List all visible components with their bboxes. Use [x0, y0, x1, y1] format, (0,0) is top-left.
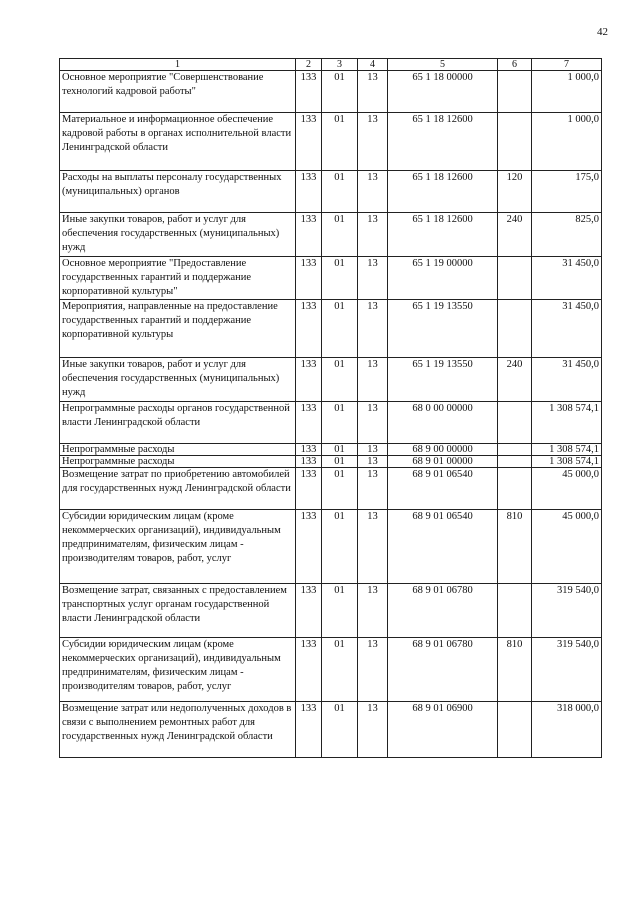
target-article-cell: 65 1 18 12600 — [388, 213, 498, 257]
page-number: 42 — [597, 26, 608, 38]
amount-cell: 1 000,0 — [532, 71, 602, 113]
target-article-cell: 65 1 19 00000 — [388, 257, 498, 300]
subsection-code-cell: 13 — [358, 444, 388, 456]
row-name-cell: Непрограммные расходы — [60, 444, 296, 456]
subsection-code-cell: 13 — [358, 402, 388, 444]
ministry-code-cell: 133 — [296, 213, 322, 257]
expense-type-cell — [498, 584, 532, 638]
section-code-cell: 01 — [322, 456, 358, 468]
amount-cell: 31 450,0 — [532, 257, 602, 300]
row-name-cell: Основное мероприятие "Предоставление государственных гарантий и поддержание корпоративной культуры" — [60, 257, 296, 300]
target-article-cell: 65 1 18 12600 — [388, 171, 498, 213]
expense-type-cell — [498, 444, 532, 456]
target-article-cell: 68 9 01 06780 — [388, 584, 498, 638]
section-code-cell: 01 — [322, 213, 358, 257]
column-header: 1 — [60, 59, 296, 71]
target-article-cell: 68 9 01 06540 — [388, 510, 498, 584]
section-code-cell: 01 — [322, 402, 358, 444]
target-article-cell: 65 1 19 13550 — [388, 358, 498, 402]
ministry-code-cell: 133 — [296, 702, 322, 758]
amount-cell: 318 000,0 — [532, 702, 602, 758]
expense-type-cell — [498, 300, 532, 358]
amount-cell: 31 450,0 — [532, 358, 602, 402]
amount-cell: 1 308 574,1 — [532, 402, 602, 444]
amount-cell: 1 000,0 — [532, 113, 602, 171]
table-row — [60, 584, 602, 638]
expense-type-cell — [498, 402, 532, 444]
row-name-cell: Расходы на выплаты персоналу государственных (муниципальных) органов — [60, 171, 296, 213]
ministry-code-cell: 133 — [296, 510, 322, 584]
expense-type-cell — [498, 702, 532, 758]
row-name-cell: Субсидии юридическим лицам (кроме некоммерческих организаций), индивидуальным предпринимателям, физическим лицам - производителям товаров, работ, услуг — [60, 638, 296, 702]
target-article-cell: 68 9 00 00000 — [388, 444, 498, 456]
column-header: 7 — [532, 59, 602, 71]
table-row — [60, 300, 602, 358]
ministry-code-cell: 133 — [296, 358, 322, 402]
section-code-cell: 01 — [322, 638, 358, 702]
amount-cell: 45 000,0 — [532, 510, 602, 584]
row-name-cell: Непрограммные расходы органов государственной власти Ленинградской области — [60, 402, 296, 444]
subsection-code-cell: 13 — [358, 171, 388, 213]
table-row — [60, 171, 602, 213]
row-name-cell: Возмещение затрат, связанных с предоставлением транспортных услуг органам государственной власти Ленинградской области — [60, 584, 296, 638]
section-code-cell: 01 — [322, 358, 358, 402]
table-row — [60, 213, 602, 257]
amount-cell: 45 000,0 — [532, 468, 602, 510]
subsection-code-cell: 13 — [358, 257, 388, 300]
column-header: 3 — [322, 59, 358, 71]
expense-type-cell — [498, 456, 532, 468]
expense-type-cell: 810 — [498, 510, 532, 584]
row-name-cell: Иные закупки товаров, работ и услуг для обеспечения государственных (муниципальных) нужд — [60, 358, 296, 402]
expense-type-cell: 240 — [498, 213, 532, 257]
table-row — [60, 510, 602, 584]
table-row — [60, 702, 602, 758]
expense-type-cell — [498, 113, 532, 171]
budget-table — [59, 58, 602, 758]
subsection-code-cell: 13 — [358, 584, 388, 638]
ministry-code-cell: 133 — [296, 113, 322, 171]
ministry-code-cell: 133 — [296, 171, 322, 213]
row-name-cell: Иные закупки товаров, работ и услуг для обеспечения государственных (муниципальных) нужд — [60, 213, 296, 257]
target-article-cell: 65 1 18 00000 — [388, 71, 498, 113]
amount-cell: 31 450,0 — [532, 300, 602, 358]
ministry-code-cell: 133 — [296, 638, 322, 702]
expense-type-cell — [498, 257, 532, 300]
amount-cell: 1 308 574,1 — [532, 444, 602, 456]
ministry-code-cell: 133 — [296, 257, 322, 300]
subsection-code-cell: 13 — [358, 113, 388, 171]
table-row — [60, 456, 602, 468]
subsection-code-cell: 13 — [358, 456, 388, 468]
row-name-cell: Возмещение затрат или недополученных доходов в связи с выполнением ремонтных работ для государственных нужд Ленинградской области — [60, 702, 296, 758]
subsection-code-cell: 13 — [358, 510, 388, 584]
section-code-cell: 01 — [322, 702, 358, 758]
subsection-code-cell: 13 — [358, 71, 388, 113]
amount-cell: 319 540,0 — [532, 638, 602, 702]
column-header: 2 — [296, 59, 322, 71]
column-header: 6 — [498, 59, 532, 71]
target-article-cell: 68 9 01 06540 — [388, 468, 498, 510]
section-code-cell: 01 — [322, 510, 358, 584]
table-row — [60, 444, 602, 456]
table-row — [60, 468, 602, 510]
amount-cell: 319 540,0 — [532, 584, 602, 638]
ministry-code-cell: 133 — [296, 300, 322, 358]
target-article-cell: 68 9 01 06780 — [388, 638, 498, 702]
column-header: 4 — [358, 59, 388, 71]
section-code-cell: 01 — [322, 113, 358, 171]
row-name-cell: Мероприятия, направленные на предоставление государственных гарантий и поддержание корпоративной культуры — [60, 300, 296, 358]
table-row — [60, 402, 602, 444]
ministry-code-cell: 133 — [296, 402, 322, 444]
row-name-cell: Материальное и информационное обеспечение кадровой работы в органах исполнительной власти Ленинградской области — [60, 113, 296, 171]
subsection-code-cell: 13 — [358, 213, 388, 257]
section-code-cell: 01 — [322, 71, 358, 113]
table-row — [60, 358, 602, 402]
expense-type-cell: 810 — [498, 638, 532, 702]
amount-cell: 825,0 — [532, 213, 602, 257]
ministry-code-cell: 133 — [296, 444, 322, 456]
section-code-cell: 01 — [322, 584, 358, 638]
ministry-code-cell: 133 — [296, 584, 322, 638]
table-header-row — [60, 59, 602, 71]
section-code-cell: 01 — [322, 300, 358, 358]
subsection-code-cell: 13 — [358, 702, 388, 758]
ministry-code-cell: 133 — [296, 456, 322, 468]
amount-cell: 175,0 — [532, 171, 602, 213]
ministry-code-cell: 133 — [296, 468, 322, 510]
table-row — [60, 638, 602, 702]
expense-type-cell — [498, 468, 532, 510]
ministry-code-cell: 133 — [296, 71, 322, 113]
section-code-cell: 01 — [322, 468, 358, 510]
table-row — [60, 71, 602, 113]
row-name-cell: Субсидии юридическим лицам (кроме некоммерческих организаций), индивидуальным предпринимателям, физическим лицам - производителям товаров, работ, услуг — [60, 510, 296, 584]
target-article-cell: 68 0 00 00000 — [388, 402, 498, 444]
target-article-cell: 65 1 18 12600 — [388, 113, 498, 171]
target-article-cell: 68 9 01 00000 — [388, 456, 498, 468]
row-name-cell: Непрограммные расходы — [60, 456, 296, 468]
subsection-code-cell: 13 — [358, 468, 388, 510]
row-name-cell: Возмещение затрат по приобретению автомобилей для государственных нужд Ленинградской области — [60, 468, 296, 510]
section-code-cell: 01 — [322, 444, 358, 456]
subsection-code-cell: 13 — [358, 358, 388, 402]
expense-type-cell: 240 — [498, 358, 532, 402]
section-code-cell: 01 — [322, 257, 358, 300]
table-row — [60, 257, 602, 300]
table-row — [60, 113, 602, 171]
expense-type-cell — [498, 71, 532, 113]
target-article-cell: 65 1 19 13550 — [388, 300, 498, 358]
subsection-code-cell: 13 — [358, 300, 388, 358]
row-name-cell: Основное мероприятие "Совершенствование технологий кадровой работы" — [60, 71, 296, 113]
column-header: 5 — [388, 59, 498, 71]
expense-type-cell: 120 — [498, 171, 532, 213]
subsection-code-cell: 13 — [358, 638, 388, 702]
target-article-cell: 68 9 01 06900 — [388, 702, 498, 758]
amount-cell: 1 308 574,1 — [532, 456, 602, 468]
section-code-cell: 01 — [322, 171, 358, 213]
